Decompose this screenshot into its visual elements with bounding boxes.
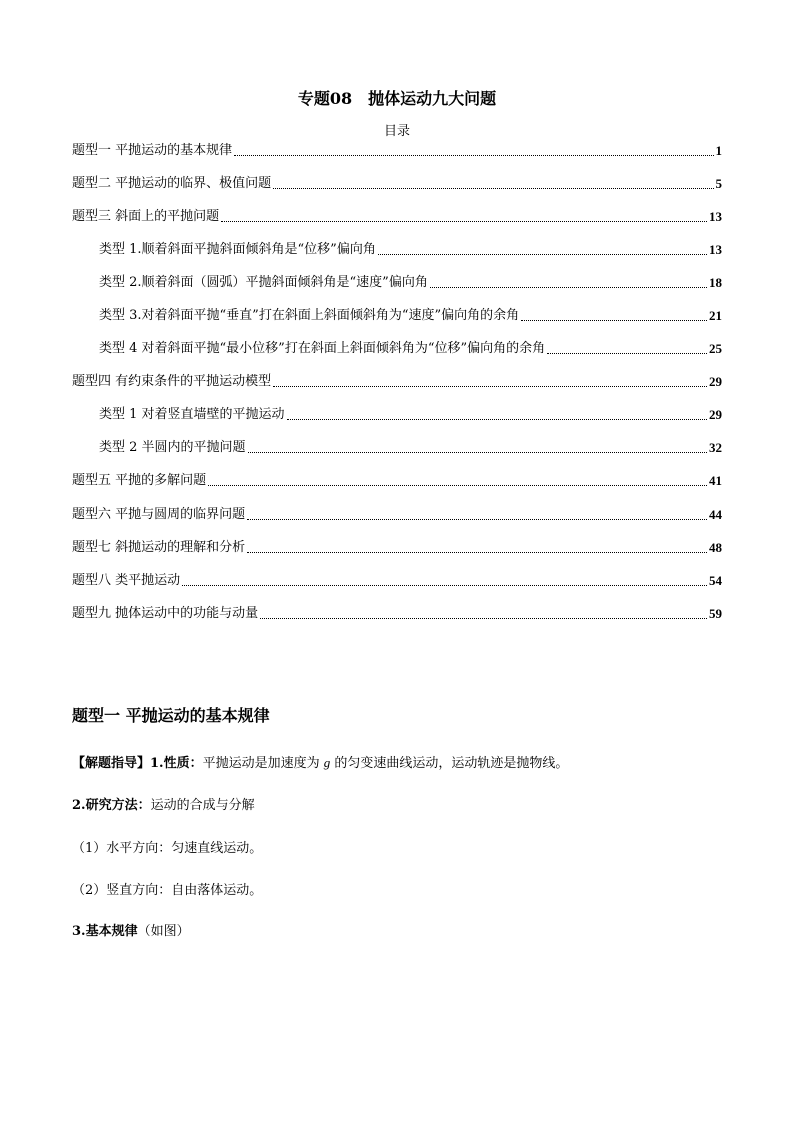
guide-symbol-g: g (323, 755, 331, 770)
law-text: （如图） (137, 924, 190, 939)
toc-entry[interactable] (72, 141, 722, 161)
toc-entry-title: 类型 2.顺着斜面（圆弧）平抛斜面倾斜角是“速度”偏向角 (99, 275, 428, 290)
toc-entry[interactable] (72, 538, 722, 558)
toc-heading: 目录 (383, 124, 410, 139)
toc-entry[interactable] (99, 438, 722, 458)
toc-entry-page: 48 (709, 540, 722, 555)
toc-entry[interactable] (72, 505, 722, 525)
toc-entry[interactable] (99, 306, 722, 326)
method-paragraph (72, 796, 255, 816)
guide-text-b: 的匀变速曲线运动，运动轨迹是抛物线。 (330, 756, 569, 771)
toc-entry[interactable] (99, 273, 722, 293)
toc-entry-page: 41 (709, 473, 722, 488)
method-label: 2.研究方法： (72, 798, 151, 813)
toc-entry[interactable] (99, 240, 722, 260)
toc-entry[interactable] (72, 372, 722, 392)
toc-entry[interactable] (99, 405, 722, 425)
toc-entry-title: 类型 4 对着斜面平抛“最小位移”打在斜面上斜面倾斜角为“位移”偏向角的余角 (99, 341, 546, 356)
toc-entry-page: 18 (709, 275, 722, 290)
toc-entry-title: 类型 2 半圆内的平抛问题 (99, 440, 246, 455)
law-label: 3.基本规律 (72, 924, 138, 939)
toc-entry-page: 1 (715, 143, 722, 158)
toc-entry-title: 类型 1.顺着斜面平抛斜面倾斜角是“位移”偏向角 (99, 242, 376, 257)
page-title: 专题08 抛体运动九大问题 (297, 89, 497, 108)
guide-paragraph (72, 753, 568, 774)
toc-entry-title: 题型七 斜抛运动的理解和分析 (72, 540, 246, 555)
toc-entry-page: 59 (709, 606, 722, 621)
table-of-contents (72, 0, 722, 640)
law-paragraph (72, 922, 190, 942)
toc-entry-page: 5 (715, 176, 722, 191)
toc-entry-title: 题型八 类平抛运动 (72, 573, 181, 588)
toc-entry-page: 44 (709, 507, 722, 522)
guide-label: 【解题指导】1.性质： (72, 756, 203, 771)
toc-entry[interactable] (72, 471, 722, 491)
toc-entry-title: 题型三 斜面上的平抛问题 (72, 209, 220, 224)
toc-entry-page: 25 (709, 341, 722, 356)
toc-entry-page: 13 (709, 209, 722, 224)
toc-entry-page: 21 (709, 308, 722, 323)
toc-entry-page: 54 (709, 573, 722, 588)
method-text: 运动的合成与分解 (150, 798, 255, 813)
toc-entry[interactable] (72, 571, 722, 591)
toc-entry-page: 29 (709, 407, 722, 422)
toc-entry[interactable] (72, 174, 722, 194)
toc-entry-page: 32 (709, 440, 722, 455)
toc-entry-title: 题型四 有约束条件的平抛运动模型 (72, 374, 272, 389)
toc-entry-title: 类型 1 对着竖直墙壁的平抛运动 (99, 407, 285, 422)
toc-entry[interactable] (99, 339, 722, 359)
toc-entry-page: 29 (709, 374, 722, 389)
guide-text-a: 平抛运动是加速度为 (202, 756, 324, 771)
toc-entry-title: 题型六 平抛与圆周的临界问题 (72, 507, 246, 522)
toc-entry-page: 13 (709, 242, 722, 257)
toc-entry-title: 题型一 平抛运动的基本规律 (72, 143, 233, 158)
item-horizontal: （1）水平方向：匀速直线运动。 (72, 841, 263, 856)
toc-entry-title: 题型二 平抛运动的临界、极值问题 (72, 176, 272, 191)
toc-entry-title: 题型五 平抛的多解问题 (72, 473, 207, 488)
item-vertical: （2）竖直方向：自由落体运动。 (72, 883, 263, 898)
toc-entry-title: 类型 3.对着斜面平抛“垂直”打在斜面上斜面倾斜角为“速度”偏向角的余角 (99, 308, 520, 323)
toc-entry-title: 题型九 抛体运动中的功能与动量 (72, 606, 259, 621)
toc-entry[interactable] (72, 207, 722, 227)
toc-entry[interactable] (72, 604, 722, 624)
section-heading: 题型一 平抛运动的基本规律 (72, 706, 270, 725)
